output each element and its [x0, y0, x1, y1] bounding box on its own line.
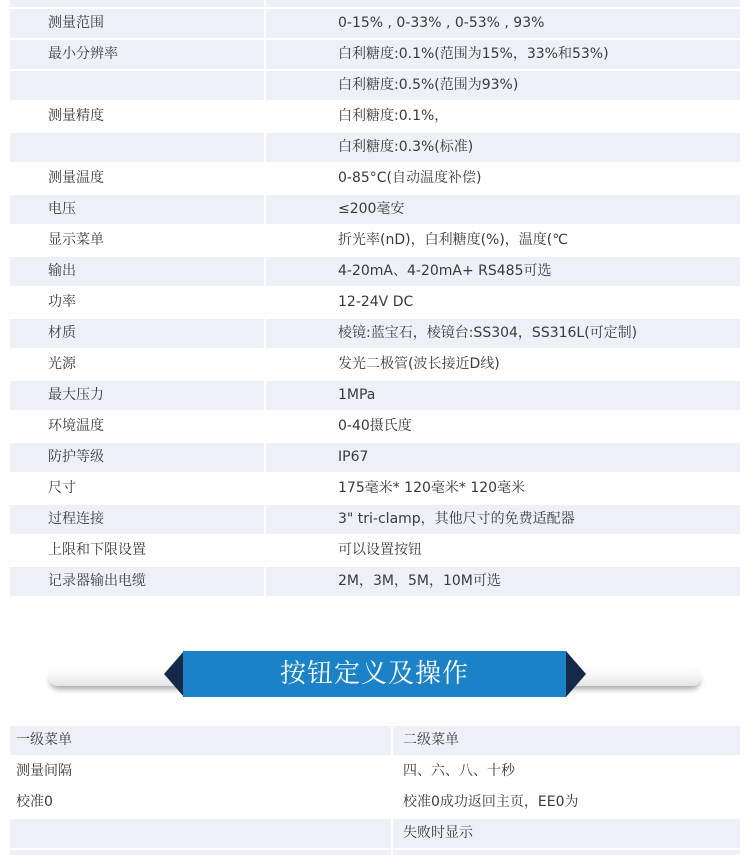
spec-value: 棱镜:蓝宝石，棱镜台:SS304，SS316L(可定制) — [266, 319, 740, 348]
spec-label: 最大压力 — [10, 381, 264, 410]
table-row — [10, 442, 740, 473]
spec-value: 0-40摄氏度 — [266, 412, 740, 441]
menu-level1-cell — [10, 819, 391, 848]
spec-value: IP67 — [266, 443, 740, 472]
table-row — [10, 349, 740, 380]
table-row — [10, 39, 740, 70]
section-banner — [0, 648, 750, 704]
table-row — [10, 504, 740, 535]
spec-value: 可以设置按钮 — [266, 536, 740, 565]
spec-value: 折光率(nD)，白利糖度(%)，温度(℃ — [266, 226, 740, 255]
spec-value: 12-24V DC — [266, 288, 740, 317]
section-title: 按钮定义及操作 — [183, 651, 566, 697]
button-definition-table — [10, 725, 740, 855]
table-row — [10, 225, 740, 256]
spec-value: 0-85°C(自动温度补偿) — [266, 164, 740, 193]
spec-label: 输出 — [10, 257, 264, 286]
table-row — [10, 566, 740, 597]
spec-value: 白利糖度:0.3%(标准) — [266, 133, 740, 162]
banner-right-cap — [566, 651, 586, 697]
table-row — [10, 411, 740, 442]
spec-table — [10, 0, 740, 597]
spec-label: 尺寸 — [10, 474, 264, 503]
table-row — [10, 380, 740, 411]
spec-value: 白利糖度:0.1%(范围为15%，33%和53%) — [266, 40, 740, 69]
spec-value: 2M，3M，5M，10M可选 — [266, 567, 740, 596]
menu-level2-cell: 校准0成功返回主页，EE0为 — [393, 788, 740, 817]
spec-label — [10, 71, 264, 100]
spec-value: 0-15% , 0-33% , 0-53% , 93% — [266, 9, 740, 38]
menu-level2-cell: 四、六、八、十秒 — [393, 757, 740, 786]
spec-value: ≤200毫安 — [266, 195, 740, 224]
spec-label: 电压 — [10, 195, 264, 224]
table-row — [10, 287, 740, 318]
table-row — [10, 163, 740, 194]
table-row — [10, 8, 740, 39]
banner-left-cap — [164, 651, 184, 697]
spec-label: 测量温度 — [10, 164, 264, 193]
spec-table-top-edge — [10, 0, 740, 8]
spec-label: 上限和下限设置 — [10, 536, 264, 565]
spec-label: 材质 — [10, 319, 264, 348]
spec-value: 白利糖度:0.1%， — [266, 102, 740, 131]
spec-label: 功率 — [10, 288, 264, 317]
spec-value: 发光二极管(波长接近D线) — [266, 350, 740, 379]
spec-value: 白利糖度:0.5%(范围为93%) — [266, 71, 740, 100]
table-row — [10, 194, 740, 225]
spec-label: 最小分辨率 — [10, 40, 264, 69]
spec-value: 4-20mA、4-20mA+ RS485可选 — [266, 257, 740, 286]
table-row — [10, 101, 740, 132]
table-row — [10, 318, 740, 349]
spec-label: 防护等级 — [10, 443, 264, 472]
spec-label: 测量范围 — [10, 9, 264, 38]
table-row — [10, 787, 740, 818]
table-row — [10, 756, 740, 787]
table-row — [10, 70, 740, 101]
menu-level2-cell: 失败时显示 — [393, 819, 740, 848]
table-row — [10, 132, 740, 163]
spec-label: 测量精度 — [10, 102, 264, 131]
spec-label: 过程连接 — [10, 505, 264, 534]
spec-label: 环境温度 — [10, 412, 264, 441]
spec-value: 175毫米* 120毫米* 120毫米 — [266, 474, 740, 503]
column-header: 一级菜单 — [10, 726, 391, 755]
menu-level1-cell: 校准0 — [10, 788, 391, 817]
spec-value: 1MPa — [266, 381, 740, 410]
table-row — [10, 256, 740, 287]
spec-label: 记录器输出电缆 — [10, 567, 264, 596]
menu-level1-cell: 测量间隔 — [10, 757, 391, 786]
spec-label: 光源 — [10, 350, 264, 379]
table-row-partial — [10, 849, 740, 855]
table-row — [10, 535, 740, 566]
column-header: 二级菜单 — [393, 726, 740, 755]
spec-value: 3" tri-clamp，其他尺寸的免费适配器 — [266, 505, 740, 534]
table-row — [10, 818, 740, 849]
table-row — [10, 473, 740, 504]
table-header-row — [10, 725, 740, 756]
spec-label: 显示菜单 — [10, 226, 264, 255]
spec-label — [10, 133, 264, 162]
